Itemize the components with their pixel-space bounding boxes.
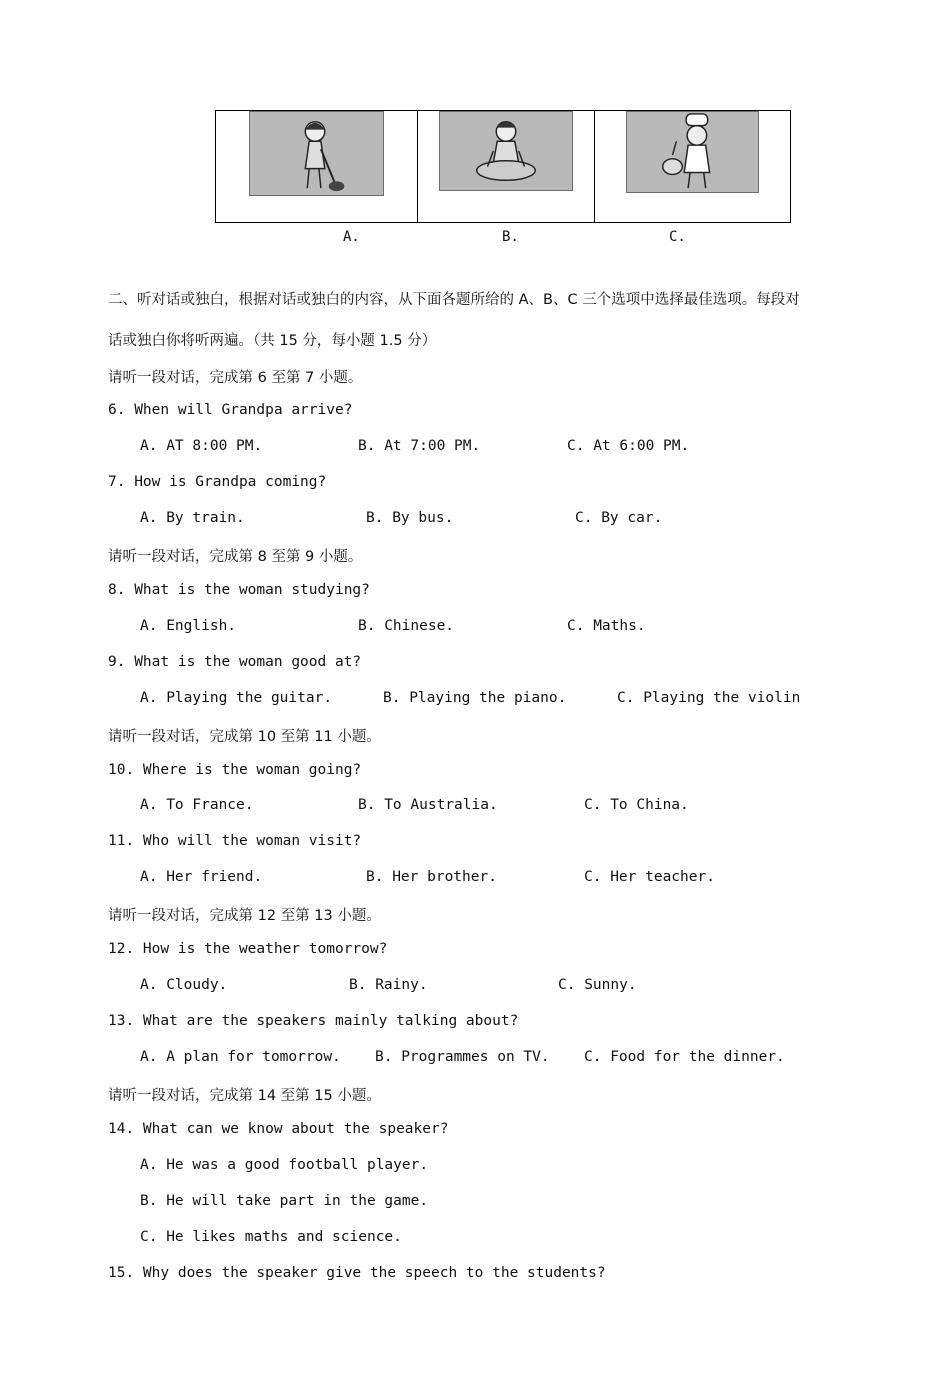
option-6c: C. At 6:00 PM. xyxy=(567,438,690,454)
question-10: 10. Where is the woman going? xyxy=(108,762,362,778)
picture-label-c: C. xyxy=(669,229,686,245)
option-9a: A. Playing the guitar. xyxy=(140,690,333,706)
instruction: 请听一段对话，完成第 10 至第 11 小题。 xyxy=(108,729,381,745)
option-10b: B. To Australia. xyxy=(358,797,498,813)
instruction: 请听一段对话，完成第 12 至第 13 小题。 xyxy=(108,908,381,924)
question-15: 15. Why does the speaker give the speech to the students? xyxy=(108,1265,606,1281)
option-11c: C. Her teacher. xyxy=(584,869,715,885)
picture-label-a: A. xyxy=(343,229,360,245)
girl-sweeping-icon xyxy=(249,111,384,196)
question-12: 12. How is the weather tomorrow? xyxy=(108,941,388,957)
question-14: 14. What can we know about the speaker? xyxy=(108,1121,449,1137)
option-12a: A. Cloudy. xyxy=(140,977,228,993)
option-11b: B. Her brother. xyxy=(366,869,497,885)
girl-washing-clothes-icon xyxy=(439,111,573,191)
picture-label-b: B. xyxy=(502,229,519,245)
instruction: 请听一段对话，完成第 8 至第 9 小题。 xyxy=(108,549,363,565)
option-14b: B. He will take part in the game. xyxy=(140,1193,429,1209)
question-13: 13. What are the speakers mainly talking about? xyxy=(108,1013,519,1029)
question-11: 11. Who will the woman visit? xyxy=(108,833,362,849)
option-8b: B. Chinese. xyxy=(358,618,455,634)
question-7: 7. How is Grandpa coming? xyxy=(108,474,327,490)
option-7a: A. By train. xyxy=(140,510,245,526)
option-9b: B. Playing the piano. xyxy=(383,690,567,706)
option-13b: B. Programmes on TV. xyxy=(375,1049,550,1065)
option-10c: C. To China. xyxy=(584,797,689,813)
picture-table xyxy=(215,110,791,223)
option-8c: C. Maths. xyxy=(567,618,646,634)
option-12c: C. Sunny. xyxy=(558,977,637,993)
option-7b: B. By bus. xyxy=(366,510,454,526)
chef-cooking-icon xyxy=(626,111,759,193)
option-14a: A. He was a good football player. xyxy=(140,1157,429,1173)
section-heading: 二、听对话或独白，根据对话或独白的内容，从下面各题所给的 A、B、C 三个选项中选择最佳选项。每段对 xyxy=(108,292,800,308)
option-13c: C. Food for the dinner. xyxy=(584,1049,785,1065)
option-11a: A. Her friend. xyxy=(140,869,263,885)
question-9: 9. What is the woman good at? xyxy=(108,654,362,670)
option-14c: C. He likes maths and science. xyxy=(140,1229,402,1245)
instruction: 请听一段对话，完成第 14 至第 15 小题。 xyxy=(108,1088,381,1104)
option-10a: A. To France. xyxy=(140,797,254,813)
option-12b: B. Rainy. xyxy=(349,977,428,993)
option-13a: A. A plan for tomorrow. xyxy=(140,1049,341,1065)
question-6: 6. When will Grandpa arrive? xyxy=(108,402,353,418)
question-8: 8. What is the woman studying? xyxy=(108,582,370,598)
cell-divider xyxy=(594,111,595,222)
option-6a: A. AT 8:00 PM. xyxy=(140,438,263,454)
option-7c: C. By car. xyxy=(575,510,663,526)
option-8a: A. English. xyxy=(140,618,237,634)
section-heading-cont: 话或独白你将听两遍。（共 15 分，每小题 1.5 分） xyxy=(108,333,437,349)
option-9c: C. Playing the violin xyxy=(617,690,801,706)
cell-divider xyxy=(417,111,418,222)
instruction: 请听一段对话，完成第 6 至第 7 小题。 xyxy=(108,370,363,386)
option-6b: B. At 7:00 PM. xyxy=(358,438,481,454)
